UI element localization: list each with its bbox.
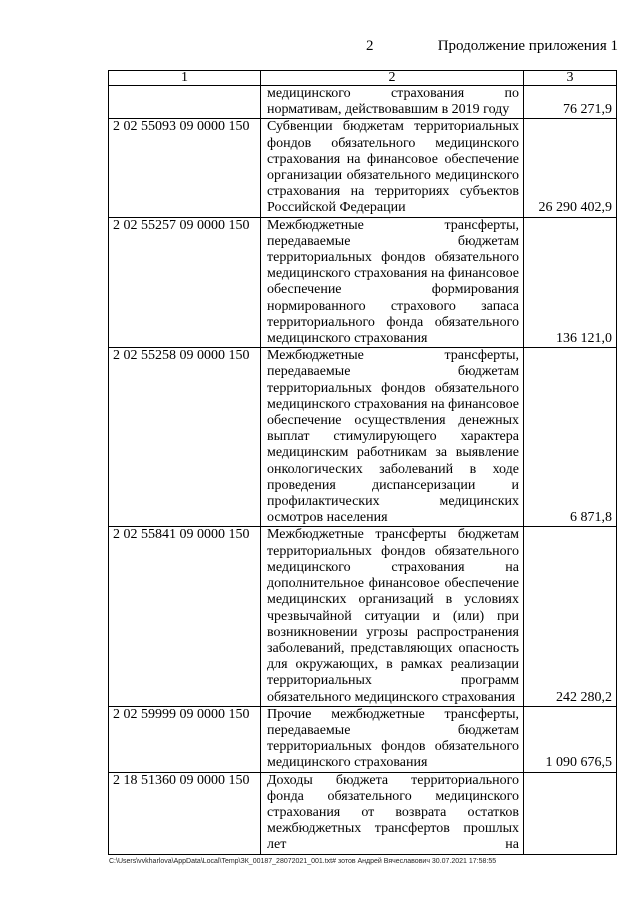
- amount: 6 871,8: [524, 348, 617, 527]
- income-description: Межбюджетные трансферты, передаваемые бюджетам территориальных фондов обязательного медицинского страхования на финансовое обеспечение формирования нормированного страхового запаса территориального фонда обязательного медицинского страхования: [261, 217, 524, 348]
- amount: 76 271,9: [524, 86, 617, 119]
- amount: 136 121,0: [524, 217, 617, 348]
- budget-code: 2 02 55257 09 0000 150: [109, 217, 261, 348]
- budget-code: [109, 86, 261, 119]
- table-row: [109, 527, 617, 706]
- budget-code: 2 02 59999 09 0000 150: [109, 706, 261, 772]
- column-header: 3: [524, 71, 617, 86]
- column-header: 2: [261, 71, 524, 86]
- income-description: Межбюджетные трансферты бюджетам территориальных фондов обязательного медицинского страхования на дополнительное финансовое обеспечение медицинских организаций в условиях чрезвычайной ситуации и (или) при возникновении угрозы распространения заболеваний, представляющих опасность для окружающих, в рамках реализации территориальных программ обязательного медицинского страхования: [261, 527, 524, 706]
- file-path-footer: C:\Users\vvkharlova\AppData\Local\Temp\ЗК_00187_28072021_001.txt# зотов Андрей Вячеславович 30.07.2021 17:58:55: [109, 858, 497, 865]
- income-description: Прочие межбюджетные трансферты, передаваемые бюджетам территориальных фондов обязательного медицинского страхования: [261, 706, 524, 772]
- income-table: [108, 70, 617, 855]
- table-row: [109, 119, 617, 217]
- amount: 242 280,2: [524, 527, 617, 706]
- table-row: [109, 86, 617, 119]
- budget-code: 2 02 55841 09 0000 150: [109, 527, 261, 706]
- amount: 1 090 676,5: [524, 706, 617, 772]
- income-description: Межбюджетные трансферты, передаваемые бюджетам территориальных фондов обязательного медицинского страхования на финансовое обеспечение осуществления денежных выплат стимулирующего характера медицинским работникам за выявление онкологических заболеваний в ходе проведения диспансеризации и профилактических медицинских осмотров населения: [261, 348, 524, 527]
- income-description: Доходы бюджета территориального фонда обязательного медицинского страхования от возврата остатков межбюджетных трансфертов прошлых лет на: [261, 772, 524, 854]
- budget-code: 2 02 55093 09 0000 150: [109, 119, 261, 217]
- column-header: 1: [109, 71, 261, 86]
- page-number: 2: [366, 38, 374, 54]
- budget-code: 2 18 51360 09 0000 150: [109, 772, 261, 854]
- table-row: [109, 217, 617, 348]
- table-header-row: [109, 71, 617, 86]
- income-description: Субвенции бюджетам территориальных фондов обязательного медицинского страхования на финансовое обеспечение организации обязательного медицинского страхования на территориях субъектов Российской Федерации: [261, 119, 524, 217]
- budget-code: 2 02 55258 09 0000 150: [109, 348, 261, 527]
- amount: 26 290 402,9: [524, 119, 617, 217]
- continuation-title: Продолжение приложения 1: [437, 38, 618, 54]
- amount: [524, 772, 617, 854]
- table-row: [109, 772, 617, 854]
- table-row: [109, 348, 617, 527]
- table-row: [109, 706, 617, 772]
- income-description: медицинского страхования по нормативам, действовавшим в 2019 году: [261, 86, 524, 119]
